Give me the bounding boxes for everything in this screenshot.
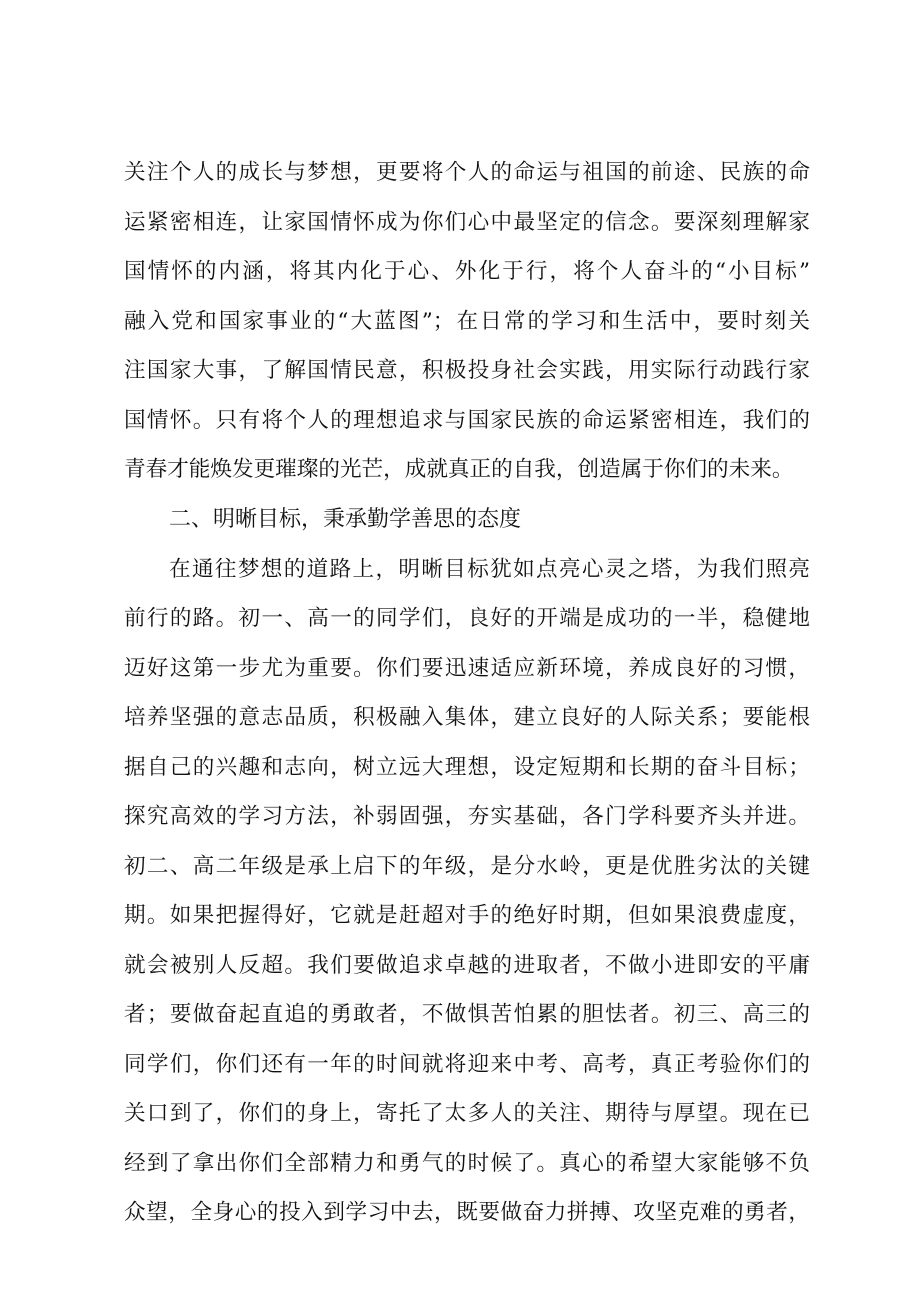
text-line: 众望，全身心的投入到学习中去，既要做奋力拼搏、攻坚克难的勇者， [124, 1200, 810, 1226]
text-line: 运紧密相连，让家国情怀成为你们心中最坚定的信念。要深刻理解家 [124, 209, 810, 235]
text-line: 国情怀的内涵，将其内化于心、外化于行，将个人奋斗的“小目标” [124, 259, 810, 285]
text-line: 注国家大事，了解国情民意，积极投身社会实践，用实际行动践行家 [124, 358, 810, 384]
text-line: 期。如果把握得好，它就是赶超对手的绝好时期，但如果浪费虚度， [124, 903, 810, 929]
text-line: 经到了拿出你们全部精力和勇气的时候了。真心的希望大家能够不负 [124, 1150, 810, 1176]
text-line: 融入党和国家事业的“大蓝图”；在日常的学习和生活中，要时刻关 [124, 308, 810, 334]
text-line: 国情怀。只有将个人的理想追求与国家民族的命运紧密相连，我们的 [124, 407, 810, 433]
text-line: 者；要做奋起直追的勇敢者，不做惧苦怕累的胆怯者。初三、高三的 [124, 1002, 810, 1028]
section-heading: 二、明晰目标，秉承勤学善思的态度 [169, 507, 522, 532]
text-line: 就会被别人反超。我们要做追求卓越的进取者，不做小进即安的平庸 [124, 952, 810, 978]
text-line: 青春才能焕发更璀璨的光芒，成就真正的自我，创造属于你们的未来。 [124, 457, 794, 483]
text-line: 在通往梦想的道路上，明晰目标犹如点亮心灵之塔，为我们照亮 [169, 556, 810, 582]
text-line: 据自己的兴趣和志向，树立远大理想，设定短期和长期的奋斗目标； [124, 754, 810, 780]
text-line: 探究高效的学习方法，补弱固强，夯实基础，各门学科要齐头并进。 [124, 804, 810, 830]
text-line: 关注个人的成长与梦想，更要将个人的命运与祖国的前途、民族的命 [124, 160, 810, 186]
text-line: 同学们，你们还有一年的时间就将迎来中考、高考，真正考验你们的 [124, 1051, 810, 1077]
text-line: 培养坚强的意志品质，积极融入集体，建立良好的人际关系；要能根 [124, 705, 810, 731]
text-line: 初二、高二年级是承上启下的年级，是分水岭，更是优胜劣汰的关键 [124, 853, 810, 879]
paragraph-1 [124, 146, 810, 1236]
text-line: 迈好这第一步尤为重要。你们要迅速适应新环境，养成良好的习惯， [124, 655, 810, 681]
text-line: 关口到了，你们的身上，寄托了太多人的关注、期待与厚望。现在已 [124, 1101, 810, 1127]
text-line: 前行的路。初一、高一的同学们，良好的开端是成功的一半，稳健地 [124, 606, 810, 632]
